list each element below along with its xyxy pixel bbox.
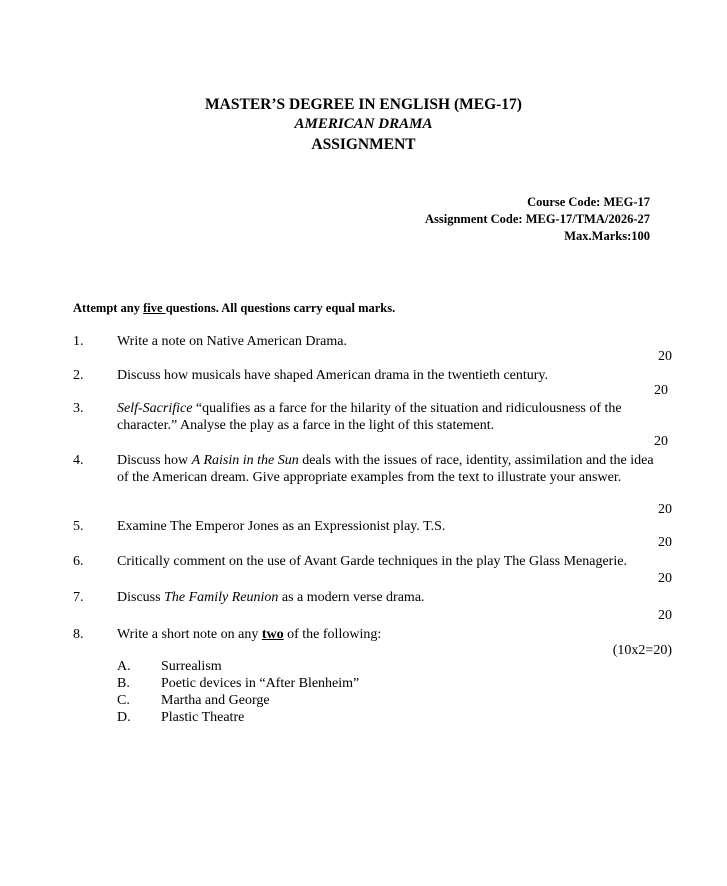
instructions-pre: Attempt any (73, 301, 144, 315)
course-code: Course Code: MEG-17 (527, 195, 650, 209)
question-marks: 20 (658, 608, 672, 623)
instructions-emphasis: five (143, 301, 166, 315)
play-title: The Family Reunion (164, 590, 279, 605)
instructions (73, 301, 395, 316)
question-number: 3. (73, 401, 84, 416)
question-number: 8. (73, 627, 84, 642)
question-marks: 20 (654, 434, 668, 449)
sub-item-text: Surrealism (161, 659, 222, 674)
sub-item-letter: C. (117, 693, 130, 708)
question-text: Critically comment on the use of Avant Garde techniques in the play The Glass Menagerie. (117, 554, 627, 569)
question-marks: 20 (658, 571, 672, 586)
question-number: 5. (73, 519, 84, 534)
question-marks: (10x2=20) (612, 643, 672, 658)
question-text: Examine The Emperor Jones as an Expressionist play. T.S. (117, 519, 446, 534)
document-type: ASSIGNMENT (311, 136, 416, 153)
play-title: Self-Sacrifice (117, 401, 193, 416)
question-text: Discuss how musicals have shaped American drama in the twentieth century. (117, 368, 549, 383)
question-marks: 20 (658, 349, 672, 364)
question-marks: 20 (654, 383, 668, 398)
instructions-post: questions. All questions carry equal marks. (165, 301, 396, 315)
question-text: Discuss how A Raisin in the Sun deals with the issues of race, identity, assimilation and the idea of the American dream. Give appropriate examples from the text to illustrate your answer. (117, 453, 654, 485)
sub-item-letter: D. (117, 710, 131, 725)
max-marks: Max.Marks:100 (564, 229, 650, 243)
course-subtitle: AMERICAN DRAMA (294, 116, 433, 132)
question-number: 4. (73, 453, 84, 468)
question-text: Write a short note on any two of the following: (117, 627, 382, 642)
sub-item-text: Martha and George (161, 693, 270, 708)
assignment-code: Assignment Code: MEG-17/TMA/2026-27 (425, 212, 650, 226)
question-text: Write a note on Native American Drama. (117, 334, 347, 349)
emphasis-two: two (261, 627, 284, 642)
sub-item-text: Poetic devices in “After Blenheim” (161, 676, 360, 691)
question-number: 6. (73, 554, 84, 569)
sub-item-letter: A. (117, 659, 131, 674)
question-marks: 20 (658, 535, 672, 550)
question-number: 1. (73, 334, 84, 349)
question-number: 2. (73, 368, 84, 383)
sub-item-text: Plastic Theatre (161, 710, 245, 725)
question-marks: 20 (658, 502, 672, 517)
play-title: A Raisin in the Sun (191, 453, 299, 468)
question-text: Discuss The Family Reunion as a modern verse drama. (117, 590, 425, 605)
sub-item-letter: B. (117, 676, 130, 691)
question-number: 7. (73, 590, 84, 605)
page-title: MASTER’S DEGREE IN ENGLISH (MEG-17) (205, 96, 522, 113)
question-text: Self-Sacrifice “qualifies as a farce for the hilarity of the situation and ridiculousness of the character.” Analyse the play as a farce in the light of this statement. (117, 401, 622, 433)
